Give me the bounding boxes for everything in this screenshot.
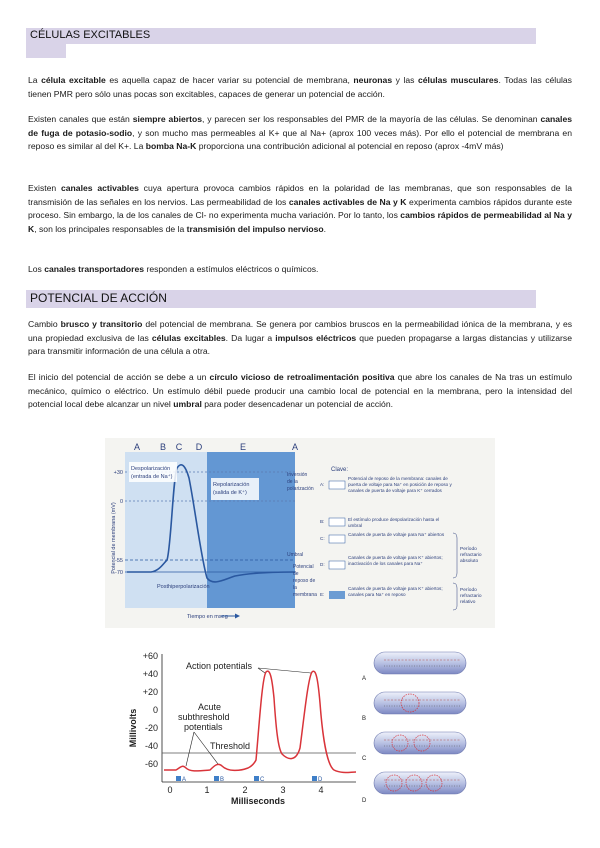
- panel-letter: C: [362, 756, 367, 762]
- phase-letter: C: [175, 442, 183, 452]
- paragraph: [28, 371, 572, 412]
- clave-key: E:: [320, 592, 325, 597]
- paragraph: [28, 74, 572, 101]
- period-label: absoluto: [460, 559, 479, 564]
- phase-e-region: [207, 452, 295, 608]
- inversion-label: polarización: [287, 486, 314, 492]
- period-label: Período: [460, 547, 477, 552]
- y-tick: -40: [144, 741, 158, 751]
- text-run: . Todas las células tienen PMR pero sólo unas pocas son excitables, capaces de generar un potencial de acción.: [28, 75, 572, 99]
- reposo-label: la: [293, 585, 297, 591]
- heading-tab: [26, 44, 66, 58]
- y-tick: -70: [115, 570, 123, 576]
- bold-term: transmisión del impulso nervioso: [186, 223, 324, 234]
- section-heading-celulas: [26, 28, 536, 44]
- bold-term: canales de fuga de potasio-sodio: [28, 114, 573, 138]
- stimulus-label: A: [182, 777, 187, 783]
- x-tick: 0: [167, 785, 173, 795]
- y-tick: 0: [152, 705, 158, 715]
- stimulus-label: B: [220, 777, 225, 783]
- period-label: relativo: [460, 600, 476, 605]
- y-tick: +30: [113, 470, 123, 476]
- bold-term: canales activables de Na y K: [288, 196, 407, 207]
- section-title: CÉLULAS EXCITABLES: [30, 29, 151, 41]
- text-run: proporciona una contribución adicional al potencial en reposo (aprox -4mV más): [196, 141, 504, 151]
- text-run: Existen: [28, 183, 61, 193]
- axon-panel-d: [362, 772, 466, 804]
- stimulus-marker: [214, 776, 219, 781]
- reposo-label: Potencial: [293, 564, 314, 570]
- stimulus-marker: [312, 776, 317, 781]
- reposo-label: reposo de: [293, 578, 316, 584]
- clave-key: A:: [320, 482, 325, 487]
- bold-term: canales transportadores: [44, 264, 145, 274]
- paragraph: [28, 263, 572, 277]
- bold-term: neuronas: [353, 75, 393, 85]
- paragraph: [28, 318, 572, 359]
- x-tick: 1: [204, 785, 210, 795]
- y-axis-label: Potencial de membrana (mV): [111, 502, 117, 574]
- bold-term: canales activables: [60, 183, 139, 193]
- reposo-label: de: [293, 571, 299, 577]
- text-run: del potencial de membrana. Se genera por cambios bruscos en la permeabilidad iónica de la membrana, y es una propiedad exclusiva de las: [28, 319, 573, 343]
- clave-text: Canales de puerta de voltaje para Na⁺ abiertos: [348, 532, 445, 537]
- clave-swatch: [329, 481, 345, 489]
- text-run: .: [323, 223, 327, 234]
- y-tick: +40: [142, 669, 158, 679]
- text-run: experimenta cambios rápidos durante este proceso. Sin embargo, la de los canales de Cl- no experimenta mucha variación. Por lo tanto, los: [28, 196, 572, 220]
- x-axis-label: Tiempo en mseg: [187, 614, 228, 620]
- bold-term: brusco y transitorio: [60, 319, 143, 329]
- x-tick: 2: [242, 785, 248, 795]
- section-title: POTENCIAL DE ACCIÓN: [30, 291, 167, 305]
- x-tick: 4: [318, 785, 324, 795]
- period-label: refractario: [460, 594, 482, 599]
- clave-swatch: [329, 561, 345, 569]
- annotation-action-potentials: Action potentials: [186, 661, 253, 671]
- bold-term: impulsos eléctricos: [275, 332, 357, 343]
- clave-text: Canales de puerta de voltaje para K⁺ abiertos; canales para Na⁺ en reposo: [348, 586, 443, 597]
- y-axis-label: Millivolts: [128, 708, 138, 748]
- text-run: y las: [392, 75, 418, 85]
- section-heading-potencial: [26, 290, 536, 308]
- bold-term: células musculares: [418, 75, 499, 85]
- panel-letter: B: [362, 716, 367, 722]
- text-run: responden a estímulos eléctricos o químicos.: [144, 264, 319, 274]
- text-run: Existen canales que están: [28, 114, 133, 124]
- y-tick: +20: [142, 687, 158, 697]
- bold-term: célula excitable: [41, 75, 106, 85]
- stimulus-label: D: [318, 777, 323, 783]
- clave-text: Potencial de reposo de la membrana: canales de puerta de voltaje para Na⁺ en posición de reposo y canales de puerta de voltaje para K⁺ cerrados: [348, 476, 452, 493]
- text-run: , y parecen ser los responsables del PMR de la mayoría de las células. Se denominan: [201, 114, 541, 124]
- phase-letter: A: [291, 442, 299, 452]
- bold-term: círculo vicioso de retroalimentación positiva: [209, 372, 395, 382]
- annotation-acute: subthreshold: [178, 712, 230, 722]
- clave-swatch: [329, 535, 345, 543]
- text-run: , y son mucho mas permeables al K+ que al Na+ (aprox 100 veces más). Por ello el potencial de membrana en reposo es similar al del K+. La: [28, 127, 572, 151]
- inversion-label: de la: [287, 479, 298, 485]
- text-run: para poder desencadenar un potencial de acción.: [201, 399, 394, 409]
- x-tick: 3: [280, 785, 286, 795]
- bold-term: umbral: [173, 399, 202, 409]
- figure-action-potential-phases: [105, 438, 495, 628]
- y-tick: -55: [115, 558, 123, 564]
- phase-letter: D: [195, 442, 203, 452]
- paragraph: [28, 113, 572, 154]
- x-axis-label: Milliseconds: [230, 796, 286, 806]
- annotation-acute: Acute: [198, 702, 222, 712]
- period-label: Período: [460, 588, 477, 593]
- axon-panel-c: [362, 732, 466, 762]
- stimulus-label: C: [260, 777, 265, 783]
- pointer-line: [186, 732, 194, 766]
- text-run: es aquella capaz de hacer variar su potencial de membrana,: [105, 75, 354, 85]
- annotation-threshold: Threshold: [210, 741, 251, 751]
- panel-letter: A: [362, 676, 367, 682]
- y-tick: -20: [144, 723, 158, 733]
- text-run: Los: [28, 264, 45, 274]
- panel-letter: D: [362, 798, 367, 804]
- posthiperpolarizacion-label: Posthiperpolarización: [157, 584, 210, 590]
- figure2-svg: [128, 648, 358, 808]
- axon-panel-b: [362, 692, 466, 722]
- figure-axon-panels: [360, 648, 470, 808]
- phase-letter: B: [159, 442, 167, 452]
- despolarizacion-sub: (entrada de Na⁺): [131, 474, 173, 480]
- umbral-label: Umbral: [287, 552, 304, 558]
- figure1-svg: [105, 438, 495, 628]
- reposo-label: membrana: [293, 592, 317, 598]
- clave-title: Clave:: [331, 467, 349, 473]
- bold-term: bomba Na-K: [145, 141, 197, 151]
- phase-letter: E: [239, 442, 247, 452]
- phase-letter: A: [133, 442, 141, 452]
- y-tick: -60: [144, 759, 158, 769]
- figure-subthreshold-graph: [128, 648, 358, 808]
- repolarizacion-sub: (salida de K⁺): [213, 490, 247, 496]
- repolarizacion-label: Repolarización: [213, 482, 250, 488]
- paragraph: [28, 182, 572, 236]
- clave-key: C:: [320, 536, 325, 541]
- clave-text: El estímulo produce despolarización hasta el umbral: [348, 517, 440, 528]
- stimulus-marker: [176, 776, 181, 781]
- figure3-svg: [360, 648, 470, 808]
- bold-term: células excitables: [151, 332, 226, 343]
- text-run: cuya apertura provoca cambios rápidos en la polaridad de las membranas, que son responsables de la transmisión de las señales en los nervios. Las permeabilidad de los: [28, 183, 572, 207]
- stimulus-marker: [254, 776, 259, 781]
- period-label: refractario: [460, 553, 482, 558]
- text-run: . Da lugar a: [225, 332, 276, 343]
- clave-swatch: [329, 591, 345, 599]
- bold-term: siempre abiertos: [132, 114, 202, 124]
- clave-text: Canales de puerta de voltaje para K⁺ abiertos; inactivación de los canales para Na⁺: [348, 555, 443, 566]
- clave-key: B:: [320, 519, 325, 524]
- bold-term: cambios rápidos de permeabilidad al Na y K: [28, 210, 572, 234]
- annotation-acute: potentials: [184, 722, 223, 732]
- text-run: que abre los canales de Na tras un estímulo mecánico, químico o eléctrico. Un estímulo débil puede producir una cambio local de potencial en la membrana, pero la intensidad del potencial local debe alcanzar un nivel: [28, 372, 572, 409]
- text-run: La: [28, 75, 42, 85]
- text-run: que pueden propagarse a largas distancias y utilizarse para transmitir información de una célula a otra.: [28, 332, 572, 356]
- y-tick: +60: [142, 651, 158, 661]
- axon-panel-a: [362, 652, 466, 682]
- despolarizacion-label: Despolarización: [131, 466, 171, 472]
- text-run: , son los principales responsables de la: [34, 223, 187, 234]
- text-run: Cambio: [28, 319, 61, 329]
- inversion-label: Inversión: [287, 472, 308, 478]
- clave-key: D:: [320, 562, 325, 567]
- text-run: El inicio del potencial de acción se debe a un: [28, 372, 210, 382]
- y-tick: 0: [119, 499, 123, 505]
- clave-swatch: [329, 518, 345, 526]
